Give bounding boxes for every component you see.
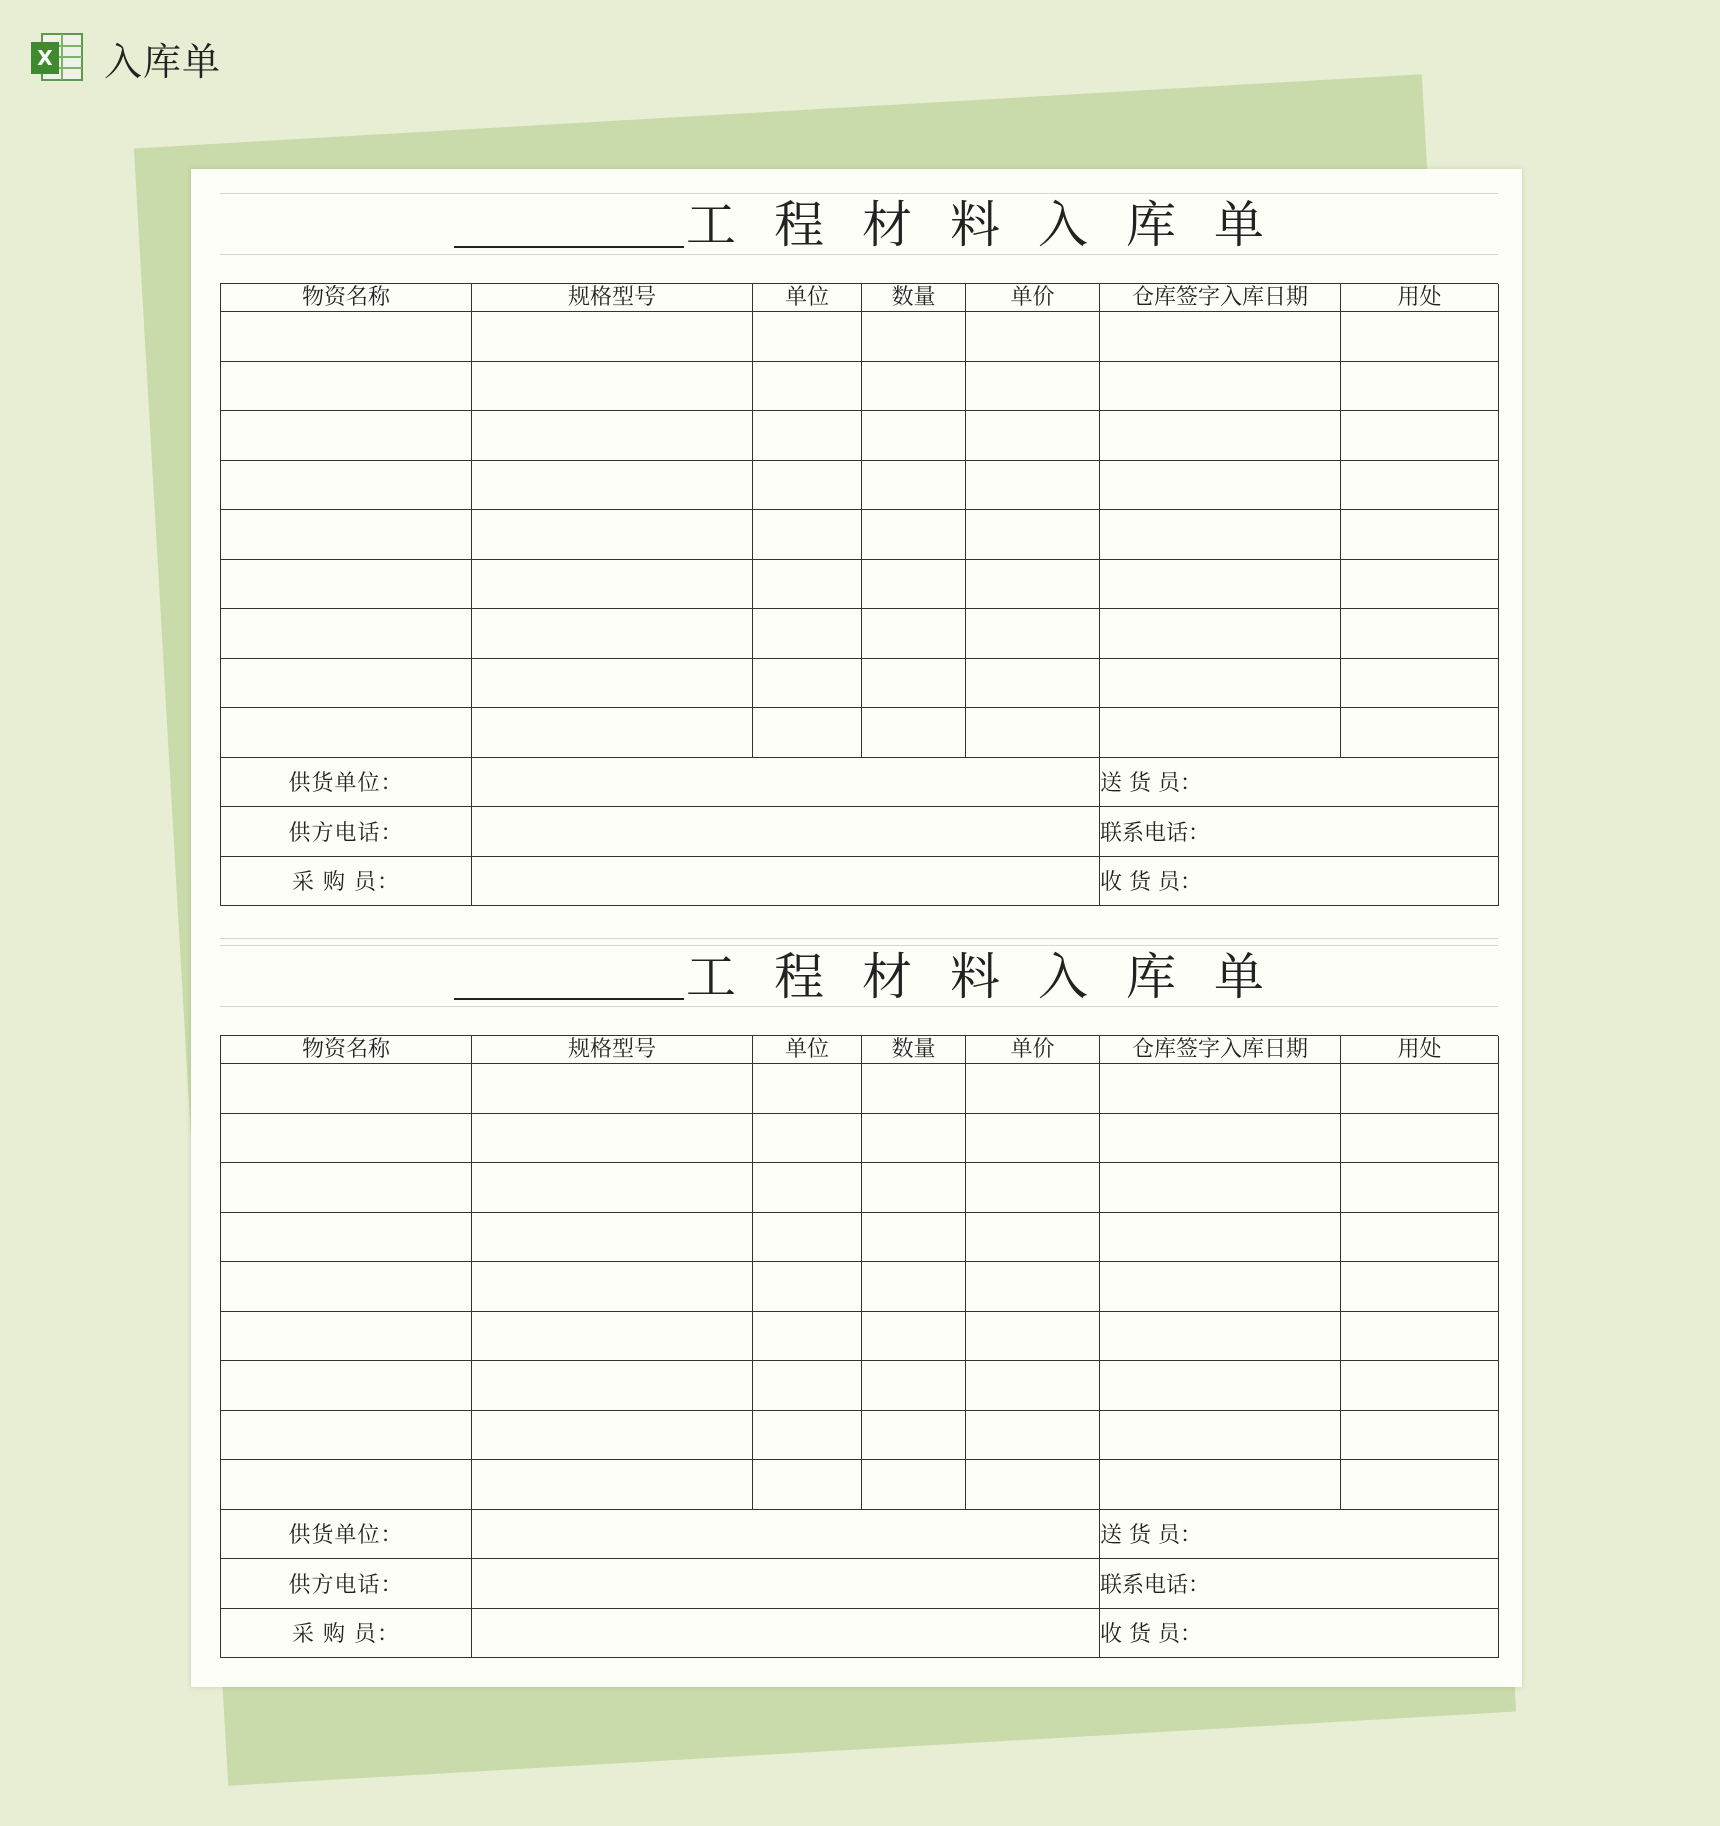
table-cell[interactable]: [862, 708, 966, 758]
column-header: 用处: [1341, 1036, 1499, 1064]
table-cell[interactable]: [472, 312, 753, 362]
table-cell[interactable]: [1100, 1262, 1341, 1312]
supplier-field[interactable]: [472, 757, 1100, 807]
table-cell[interactable]: [966, 312, 1100, 362]
table-row: [221, 609, 1499, 659]
column-header: 单位: [753, 284, 862, 312]
table-row: [221, 510, 1499, 560]
table-cell[interactable]: [221, 1064, 472, 1114]
table-cell[interactable]: [862, 1311, 966, 1361]
table-cell[interactable]: [1100, 1212, 1341, 1262]
table-cell[interactable]: [966, 609, 1100, 659]
table-cell[interactable]: [862, 1212, 966, 1262]
column-header: 物资名称: [221, 1036, 472, 1064]
form-title-row: [220, 945, 1498, 1007]
table-cell[interactable]: [221, 559, 472, 609]
svg-text:X: X: [37, 46, 53, 70]
buyer-label: 采 购 员：: [221, 1608, 472, 1658]
table-row: [221, 1361, 1499, 1411]
title-spacer: [220, 255, 1498, 284]
form-title: 工程材料入库单: [686, 948, 1302, 1006]
table-cell[interactable]: [753, 361, 862, 411]
buyer-field[interactable]: [472, 856, 1100, 906]
table-cell[interactable]: [1100, 1163, 1341, 1213]
table-cell[interactable]: [862, 658, 966, 708]
column-header: 数量: [862, 1036, 966, 1064]
table-cell[interactable]: [753, 1460, 862, 1510]
table-cell[interactable]: [862, 1262, 966, 1312]
table-cell[interactable]: [1341, 708, 1499, 758]
table-cell[interactable]: [1341, 658, 1499, 708]
table-cell[interactable]: [966, 361, 1100, 411]
table-cell[interactable]: [862, 609, 966, 659]
table-cell[interactable]: [753, 1113, 862, 1163]
table-row: [221, 1163, 1499, 1213]
buyer-field[interactable]: [472, 1608, 1100, 1658]
column-header: 单位: [753, 1036, 862, 1064]
table-cell[interactable]: [221, 708, 472, 758]
column-header: 仓库签字入库日期: [1100, 1036, 1341, 1064]
table-cell[interactable]: [472, 1262, 753, 1312]
column-header: 规格型号: [472, 1036, 753, 1064]
receiver-label: 收 货 员：: [1100, 1608, 1499, 1658]
table-cell[interactable]: [966, 1311, 1100, 1361]
table-cell[interactable]: [472, 1410, 753, 1460]
supplier-label: 供货单位：: [221, 1509, 472, 1559]
table-cell[interactable]: [472, 609, 753, 659]
table-cell[interactable]: [966, 1410, 1100, 1460]
deliverer-label: 送 货 员：: [1100, 1509, 1499, 1559]
table-cell[interactable]: [1100, 1311, 1341, 1361]
table-cell[interactable]: [1341, 609, 1499, 659]
table-cell[interactable]: [1100, 559, 1341, 609]
table-cell[interactable]: [862, 1163, 966, 1213]
table-cell[interactable]: [221, 1460, 472, 1510]
table-cell[interactable]: [1341, 1113, 1499, 1163]
table-cell[interactable]: [472, 1361, 753, 1411]
table-cell[interactable]: [472, 1163, 753, 1213]
table-cell[interactable]: [862, 361, 966, 411]
table-cell[interactable]: [472, 1212, 753, 1262]
supplier-phone-label: 供方电话：: [221, 1559, 472, 1609]
table-cell[interactable]: [1100, 361, 1341, 411]
table-cell[interactable]: [862, 1410, 966, 1460]
table-cell[interactable]: [1341, 510, 1499, 560]
table-cell[interactable]: [472, 1064, 753, 1114]
table-cell[interactable]: [753, 460, 862, 510]
table-row: [221, 1262, 1499, 1312]
table-cell[interactable]: [966, 1113, 1100, 1163]
table-cell[interactable]: [1341, 1262, 1499, 1312]
entry-form-2: [220, 945, 1498, 1658]
column-header: 数量: [862, 284, 966, 312]
table-cell[interactable]: [1100, 1361, 1341, 1411]
signature-row-buyer: [221, 1608, 1499, 1658]
table-cell[interactable]: [1341, 1410, 1499, 1460]
table-cell[interactable]: [966, 658, 1100, 708]
table-cell[interactable]: [753, 510, 862, 560]
supplier-phone-field[interactable]: [472, 807, 1100, 857]
table-row: [221, 460, 1499, 510]
table-cell[interactable]: [221, 1410, 472, 1460]
table-cell[interactable]: [1341, 1212, 1499, 1262]
table-cell[interactable]: [862, 510, 966, 560]
supplier-label: 供货单位：: [221, 757, 472, 807]
table-cell[interactable]: [472, 1113, 753, 1163]
table-cell[interactable]: [753, 1212, 862, 1262]
table-cell[interactable]: [753, 708, 862, 758]
table-cell[interactable]: [753, 411, 862, 461]
column-header: 用处: [1341, 284, 1499, 312]
title-spacer: [220, 1007, 1498, 1036]
form-separator: [220, 906, 1498, 939]
signature-row-buyer: [221, 856, 1499, 906]
table-cell[interactable]: [472, 510, 753, 560]
table-cell[interactable]: [221, 1361, 472, 1411]
table-cell[interactable]: [753, 1064, 862, 1114]
table-cell[interactable]: [221, 1311, 472, 1361]
table-cell[interactable]: [472, 658, 753, 708]
table-cell[interactable]: [753, 1311, 862, 1361]
deliverer-label: 送 货 员：: [1100, 757, 1499, 807]
signature-row-phone: [221, 1559, 1499, 1609]
table-cell[interactable]: [966, 1460, 1100, 1510]
table-cell[interactable]: [966, 1064, 1100, 1114]
table-row: [221, 1212, 1499, 1262]
table-cell[interactable]: [1100, 1113, 1341, 1163]
table-cell[interactable]: [862, 1113, 966, 1163]
table-cell[interactable]: [221, 510, 472, 560]
signature-row-phone: [221, 807, 1499, 857]
table-row: [221, 1460, 1499, 1510]
table-cell[interactable]: [1100, 460, 1341, 510]
column-header: 仓库签字入库日期: [1100, 284, 1341, 312]
table-row: [221, 411, 1499, 461]
table-cell[interactable]: [862, 312, 966, 362]
table-cell[interactable]: [1341, 1064, 1499, 1114]
table-row: [221, 559, 1499, 609]
table-header-row: [221, 1036, 1499, 1064]
table-cell[interactable]: [1100, 1410, 1341, 1460]
column-header: 单价: [966, 284, 1100, 312]
entry-form-1: [220, 193, 1498, 939]
form-title-row: [220, 193, 1498, 255]
table-cell[interactable]: [753, 1163, 862, 1213]
table-cell[interactable]: [221, 1262, 472, 1312]
supplier-phone-label: 供方电话：: [221, 807, 472, 857]
column-header: 规格型号: [472, 284, 753, 312]
table-cell[interactable]: [1100, 1064, 1341, 1114]
buyer-label: 采 购 员：: [221, 856, 472, 906]
contact-phone-label: 联系电话：: [1100, 807, 1499, 857]
table-cell[interactable]: [221, 411, 472, 461]
table-row: [221, 1311, 1499, 1361]
table-cell[interactable]: [966, 1262, 1100, 1312]
table-cell[interactable]: [862, 460, 966, 510]
supplier-field[interactable]: [472, 1509, 1100, 1559]
table-cell[interactable]: [753, 1410, 862, 1460]
form-title: 工程材料入库单: [686, 196, 1302, 254]
table-cell[interactable]: [1100, 609, 1341, 659]
table-cell[interactable]: [753, 658, 862, 708]
table-cell[interactable]: [1341, 1361, 1499, 1411]
table-cell[interactable]: [1341, 1460, 1499, 1510]
table-cell[interactable]: [753, 1361, 862, 1411]
app-header: [28, 28, 221, 88]
column-header: 物资名称: [221, 284, 472, 312]
table-cell[interactable]: [1100, 411, 1341, 461]
table-cell[interactable]: [1341, 312, 1499, 362]
supplier-phone-field[interactable]: [472, 1559, 1100, 1609]
table-header-row: [221, 284, 1499, 312]
entry-table: [220, 284, 1499, 906]
contact-phone-label: 联系电话：: [1100, 1559, 1499, 1609]
table-cell[interactable]: [221, 460, 472, 510]
form-paper: [191, 169, 1522, 1687]
table-cell[interactable]: [1100, 658, 1341, 708]
table-cell[interactable]: [1341, 460, 1499, 510]
table-cell[interactable]: [1341, 361, 1499, 411]
table-cell[interactable]: [753, 312, 862, 362]
table-cell[interactable]: [221, 1113, 472, 1163]
title-blank-line: [454, 998, 684, 1000]
table-cell[interactable]: [472, 1460, 753, 1510]
table-cell[interactable]: [753, 609, 862, 659]
table-cell[interactable]: [472, 361, 753, 411]
table-cell[interactable]: [472, 460, 753, 510]
table-cell[interactable]: [1341, 411, 1499, 461]
table-cell[interactable]: [966, 1163, 1100, 1213]
table-cell[interactable]: [966, 708, 1100, 758]
table-cell[interactable]: [221, 609, 472, 659]
table-cell[interactable]: [966, 460, 1100, 510]
table-row: [221, 361, 1499, 411]
table-row: [221, 1410, 1499, 1460]
excel-icon: [28, 30, 86, 86]
table-cell[interactable]: [966, 510, 1100, 560]
table-cell[interactable]: [862, 1064, 966, 1114]
table-cell[interactable]: [472, 559, 753, 609]
table-cell[interactable]: [966, 559, 1100, 609]
table-cell[interactable]: [966, 411, 1100, 461]
receiver-label: 收 货 员：: [1100, 856, 1499, 906]
table-cell[interactable]: [1341, 1163, 1499, 1213]
signature-row-supplier: [221, 1509, 1499, 1559]
table-row: [221, 312, 1499, 362]
table-cell[interactable]: [1100, 1460, 1341, 1510]
table-cell[interactable]: [221, 1163, 472, 1213]
table-cell[interactable]: [1100, 312, 1341, 362]
table-cell[interactable]: [472, 708, 753, 758]
table-row: [221, 1064, 1499, 1114]
table-row: [221, 1113, 1499, 1163]
table-cell[interactable]: [1341, 1311, 1499, 1361]
table-cell[interactable]: [753, 559, 862, 609]
table-cell[interactable]: [862, 1460, 966, 1510]
table-cell[interactable]: [221, 658, 472, 708]
app-title: 入库单: [104, 39, 222, 84]
entry-table: [220, 1036, 1499, 1658]
table-cell[interactable]: [753, 1262, 862, 1312]
title-blank-line: [454, 246, 684, 248]
table-cell[interactable]: [221, 1212, 472, 1262]
column-header: 单价: [966, 1036, 1100, 1064]
table-cell[interactable]: [1341, 559, 1499, 609]
table-cell[interactable]: [221, 312, 472, 362]
table-cell[interactable]: [472, 1311, 753, 1361]
table-row: [221, 658, 1499, 708]
table-cell[interactable]: [862, 1361, 966, 1411]
table-row: [221, 708, 1499, 758]
table-cell[interactable]: [862, 559, 966, 609]
table-cell[interactable]: [966, 1212, 1100, 1262]
table-cell[interactable]: [1100, 708, 1341, 758]
table-cell[interactable]: [221, 361, 472, 411]
table-cell[interactable]: [862, 411, 966, 461]
table-cell[interactable]: [472, 411, 753, 461]
table-cell[interactable]: [1100, 510, 1341, 560]
signature-row-supplier: [221, 757, 1499, 807]
table-cell[interactable]: [966, 1361, 1100, 1411]
